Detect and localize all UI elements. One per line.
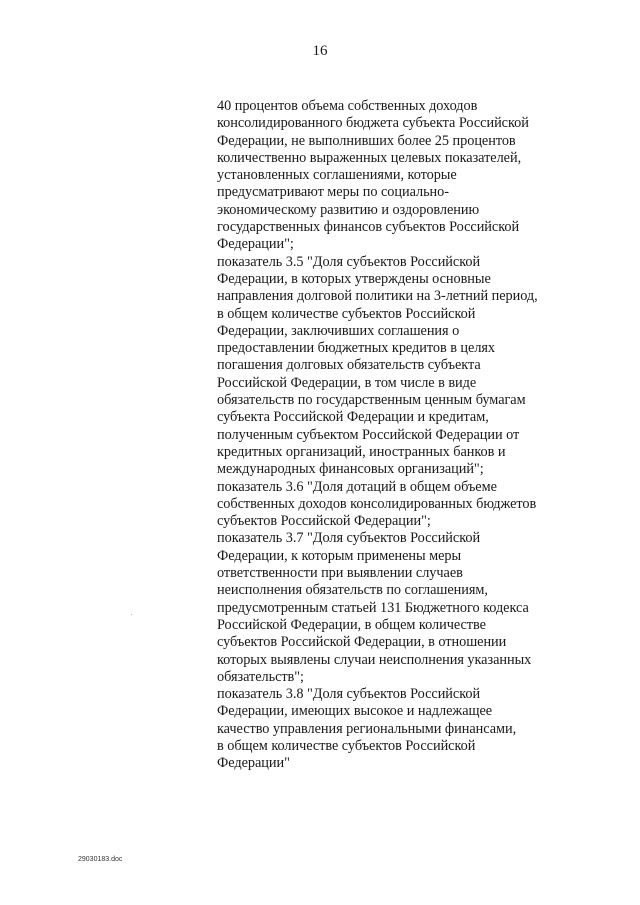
- text-line: в общем количестве субъектов Российской: [217, 305, 476, 322]
- text-line: экономическому развитию и оздоровлению: [217, 201, 480, 218]
- text-line: направления долговой политики на 3-летний период,: [217, 288, 538, 305]
- text-line: Федерации";: [217, 236, 294, 253]
- text-line: установленных соглашениями, которые: [217, 167, 457, 184]
- text-line: которых выявлены случаи неисполнения указанных: [217, 651, 532, 668]
- text-line: 40 процентов объема собственных доходов: [217, 98, 478, 114]
- text-line: количественно выраженных целевых показателей,: [217, 149, 522, 166]
- text-line: субъекта Российской Федерации и кредитам,: [217, 409, 489, 426]
- text-line: погашения долговых обязательств субъекта: [217, 357, 481, 374]
- footer-file-code: 29030183.doc: [78, 856, 123, 863]
- text-line: показатель 3.5 "Доля субъектов Российской: [217, 253, 481, 270]
- text-line: предоставлении бюджетных кредитов в целях: [217, 340, 496, 357]
- text-line: Федерации, не выполнивших более 25 процентов: [217, 132, 516, 149]
- text-line: обязательств";: [217, 668, 304, 685]
- text-line: полученным субъектом Российской Федерации от: [217, 426, 520, 443]
- text-line: субъектов Российской Федерации";: [217, 513, 431, 530]
- text-line: кредитных организаций, иностранных банков и: [217, 443, 506, 460]
- text-line: Федерации, в которых утверждены основные: [217, 270, 491, 287]
- page-number: 16: [312, 43, 328, 59]
- text-line: консолидированного бюджета субъекта Российской: [217, 115, 529, 132]
- text-line: показатель 3.8 "Доля субъектов Российской: [217, 686, 481, 703]
- text-line: Федерации, заключивших соглашения о: [217, 322, 460, 339]
- text-line: субъектов Российской Федерации, в отношении: [217, 634, 507, 651]
- text-line: неисполнения обязательств по соглашениям,: [217, 582, 488, 599]
- text-line: Федерации": [217, 755, 290, 772]
- text-line: собственных доходов консолидированных бюджетов: [217, 495, 537, 512]
- body-text: [217, 98, 562, 773]
- text-line: Федерации, имеющих высокое и надлежащее: [217, 703, 493, 720]
- text-line: в общем количестве субъектов Российской: [217, 737, 476, 754]
- text-line: ответственности при выявлении случаев: [217, 565, 463, 582]
- scan-speck: [131, 614, 132, 615]
- text-line: международных финансовых организаций";: [217, 461, 484, 478]
- text-line: предусматривают меры по социально-: [217, 184, 449, 201]
- text-line: качество управления региональными финансами,: [217, 720, 517, 737]
- text-line: Российской Федерации, в том числе в виде: [217, 374, 477, 391]
- text-line: предусмотренным статьей 131 Бюджетного кодекса: [217, 599, 529, 616]
- text-line: обязательств по государственным ценным бумагам: [217, 392, 526, 409]
- text-line: Федерации, к которым применены меры: [217, 547, 462, 564]
- text-line: Российской Федерации, в общем количестве: [217, 616, 486, 633]
- text-line: показатель 3.7 "Доля субъектов Российской: [217, 530, 481, 547]
- text-line: государственных финансов субъектов Российской: [217, 219, 520, 236]
- text-line: показатель 3.6 "Доля дотаций в общем объеме: [217, 478, 497, 495]
